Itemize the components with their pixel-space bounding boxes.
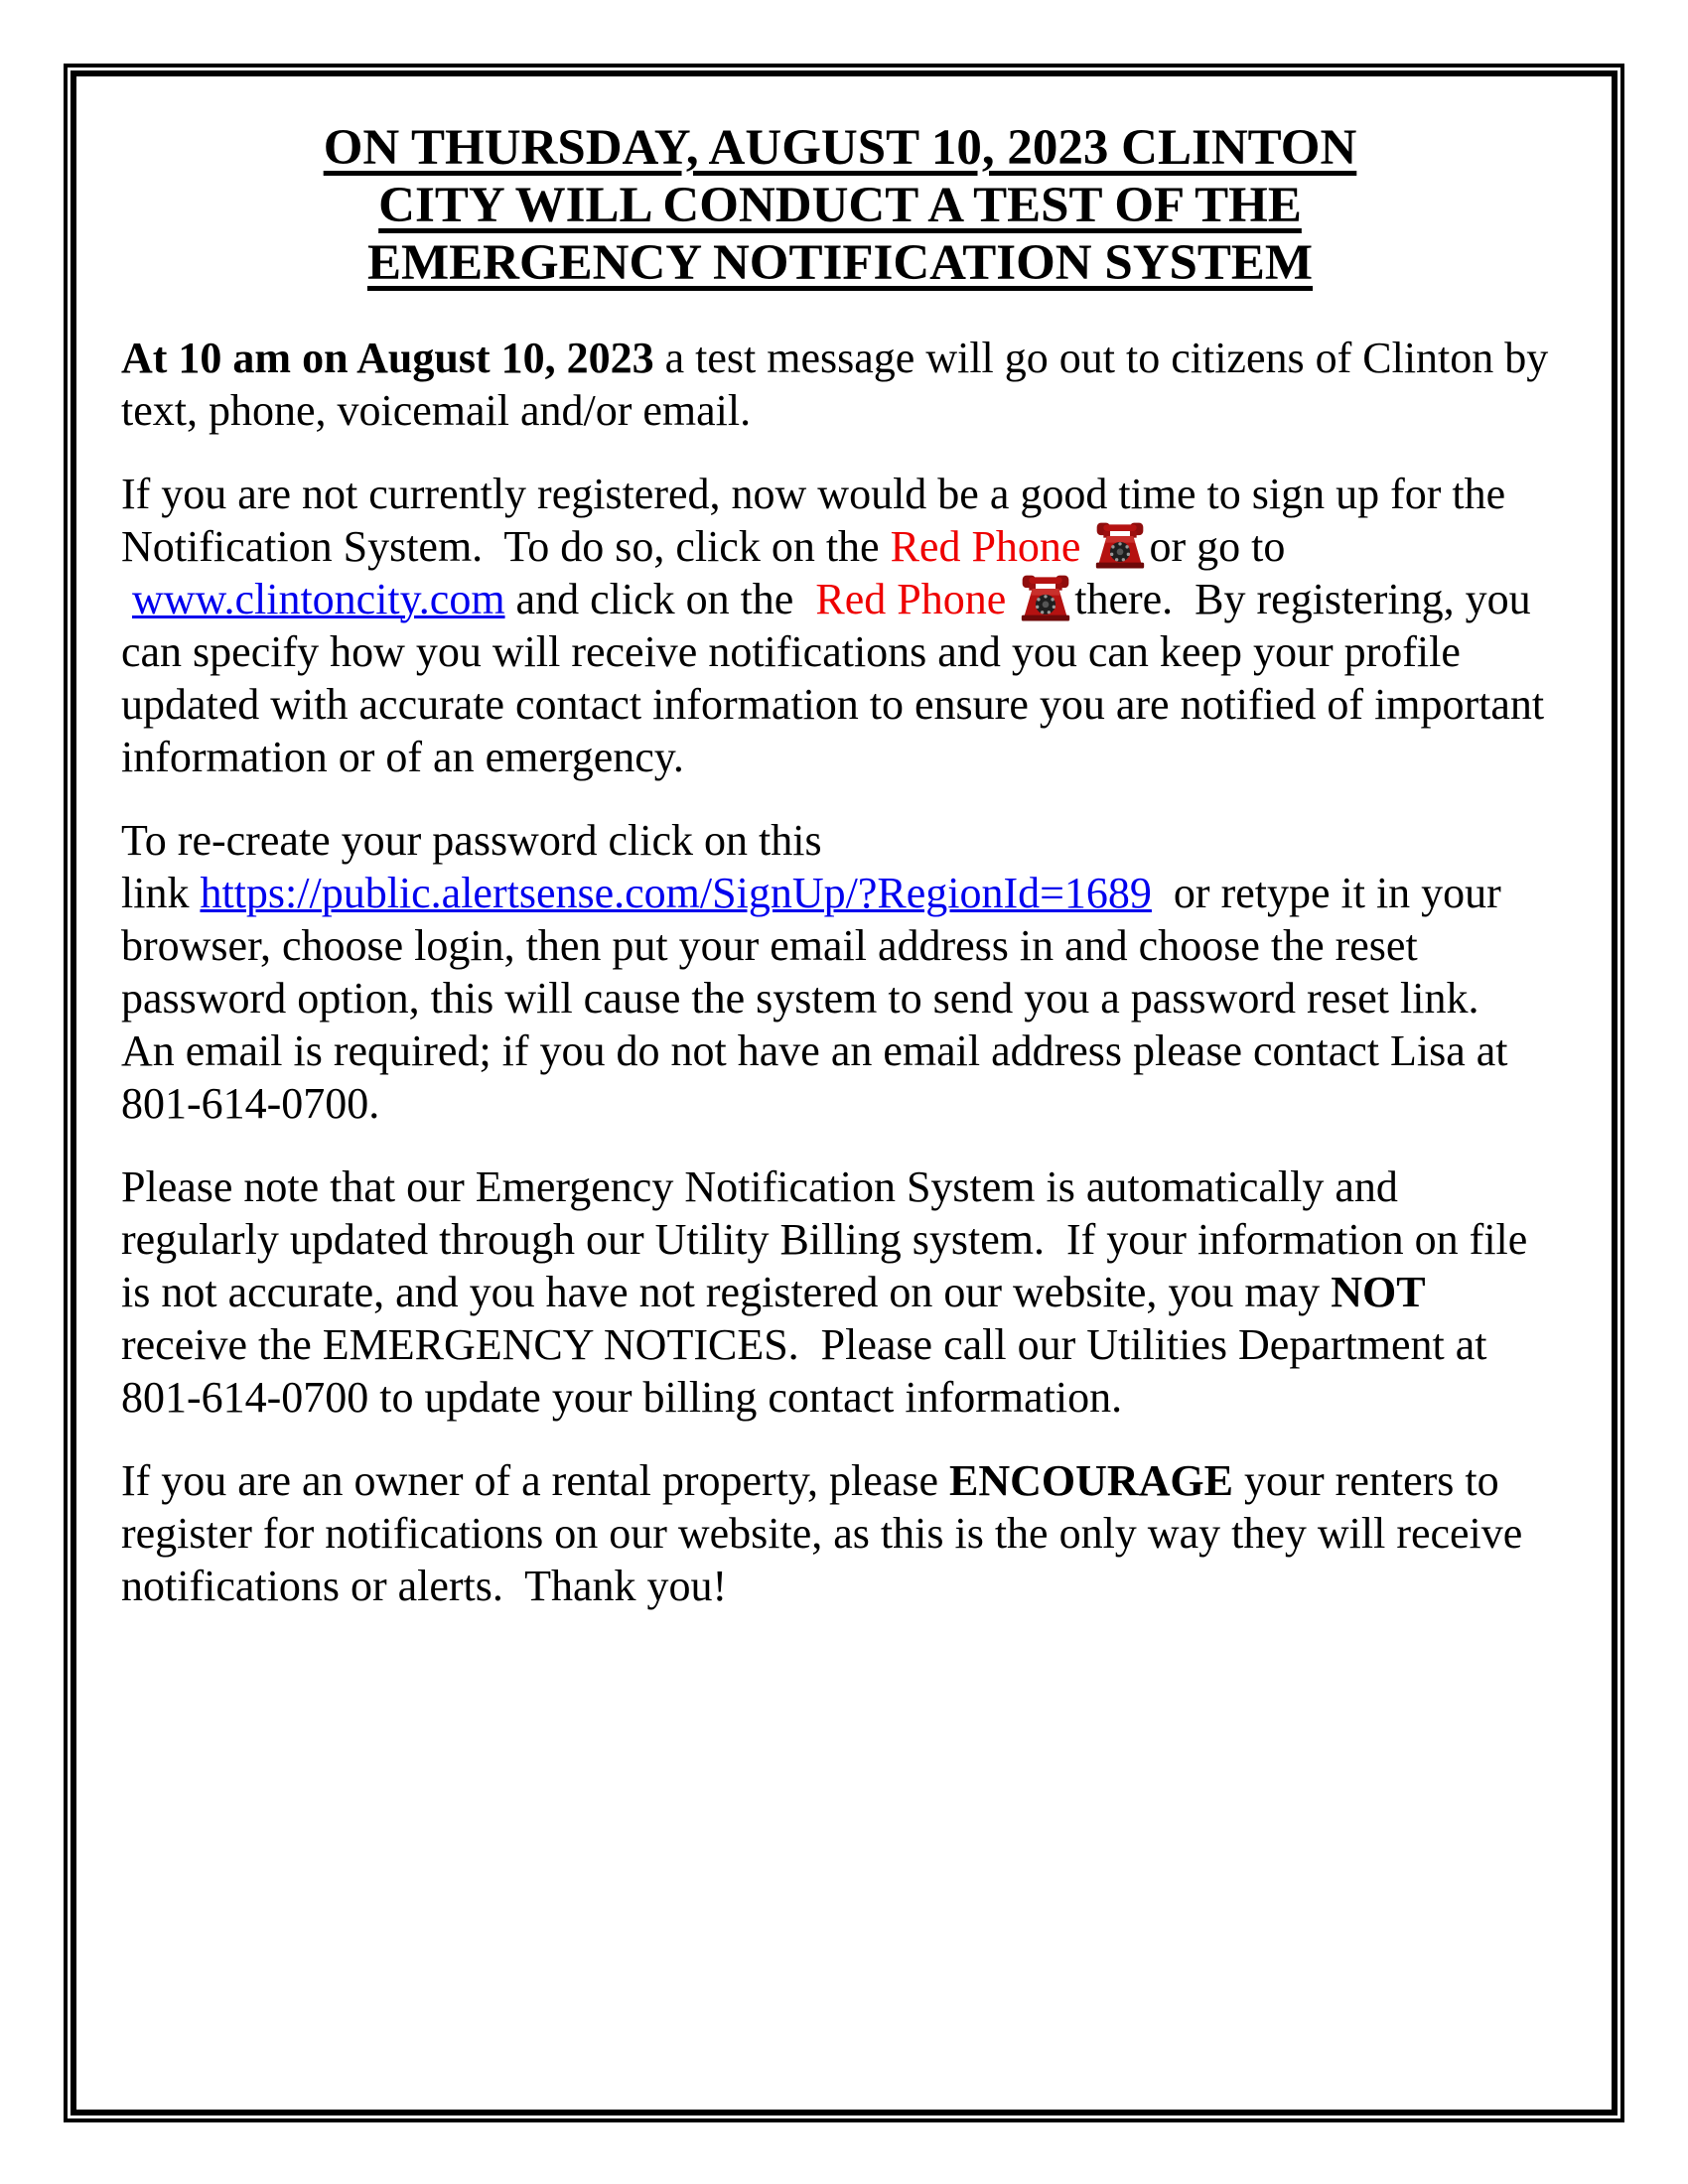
text-run: and click on the — [504, 575, 816, 623]
hyperlink[interactable]: https://public.alertsense.com/SignUp/?RegionId=1689 — [200, 869, 1152, 917]
text-run: NOT — [1331, 1268, 1426, 1316]
title-line: EMERGENCY NOTIFICATION SYSTEM — [366, 235, 1314, 291]
paragraph — [121, 814, 1559, 1130]
text-run: At 10 am on August 10, 2023 — [121, 334, 654, 382]
text-run — [1006, 575, 1017, 623]
text-run: Red Phone — [815, 575, 1007, 623]
text-run: there. By registering, you can specify how you will receive notifications and you can keep your profile updated with accurate contact information to ensure you are notified of important information or of an emergency. — [121, 575, 1545, 781]
text-run: ENCOURAGE — [948, 1456, 1234, 1505]
paragraph — [121, 1160, 1559, 1424]
text-run: If you are not currently registered, now would be a good time to sign up for the Notification System. To do so, click on the — [121, 470, 1506, 571]
paragraph — [121, 468, 1559, 783]
text-run: a test message will go out to citizens of Clinton by text, phone, voicemail and/or email. — [121, 334, 1549, 435]
text-run: Red Phone — [890, 522, 1081, 571]
notice-title — [121, 119, 1559, 292]
text-run — [1080, 522, 1091, 571]
paragraph — [121, 1454, 1559, 1612]
title-line: ON THURSDAY, AUGUST 10, 2023 CLINTON — [323, 120, 1357, 176]
text-run: To re-create your password click on this — [121, 816, 822, 865]
text-run: your renters to register for notifications on our website, as this is the only way they will receive notifications or alerts. Thank you! — [121, 1456, 1523, 1610]
notice-body — [121, 332, 1559, 1612]
red-phone-icon[interactable] — [1019, 574, 1072, 623]
title-line: CITY WILL CONDUCT A TEST OF THE — [378, 178, 1302, 233]
hyperlink[interactable]: www.clintoncity.com — [132, 575, 505, 623]
text-run: If you are an owner of a rental property, please — [121, 1456, 949, 1505]
red-phone-icon[interactable] — [1093, 521, 1147, 571]
text-run: or retype it in your browser, choose login, then put your email address in and choose the reset password option, this will cause the system to send you a password reset link. An email is required; if you do not have an email address please contact Lisa at 801-614-0700. — [121, 869, 1508, 1128]
text-run: link — [121, 869, 201, 917]
text-run: receive the EMERGENCY NOTICES. Please call our Utilities Department at 801-614-0700 to update your billing contact information. — [121, 1320, 1487, 1422]
paragraph — [121, 332, 1559, 437]
text-run: Please note that our Emergency Notification System is automatically and regularly updated through our Utility Billing system. If your information on file is not accurate, and you have not registered on our website, you may — [121, 1162, 1528, 1316]
text-run: or go to — [121, 522, 1286, 623]
